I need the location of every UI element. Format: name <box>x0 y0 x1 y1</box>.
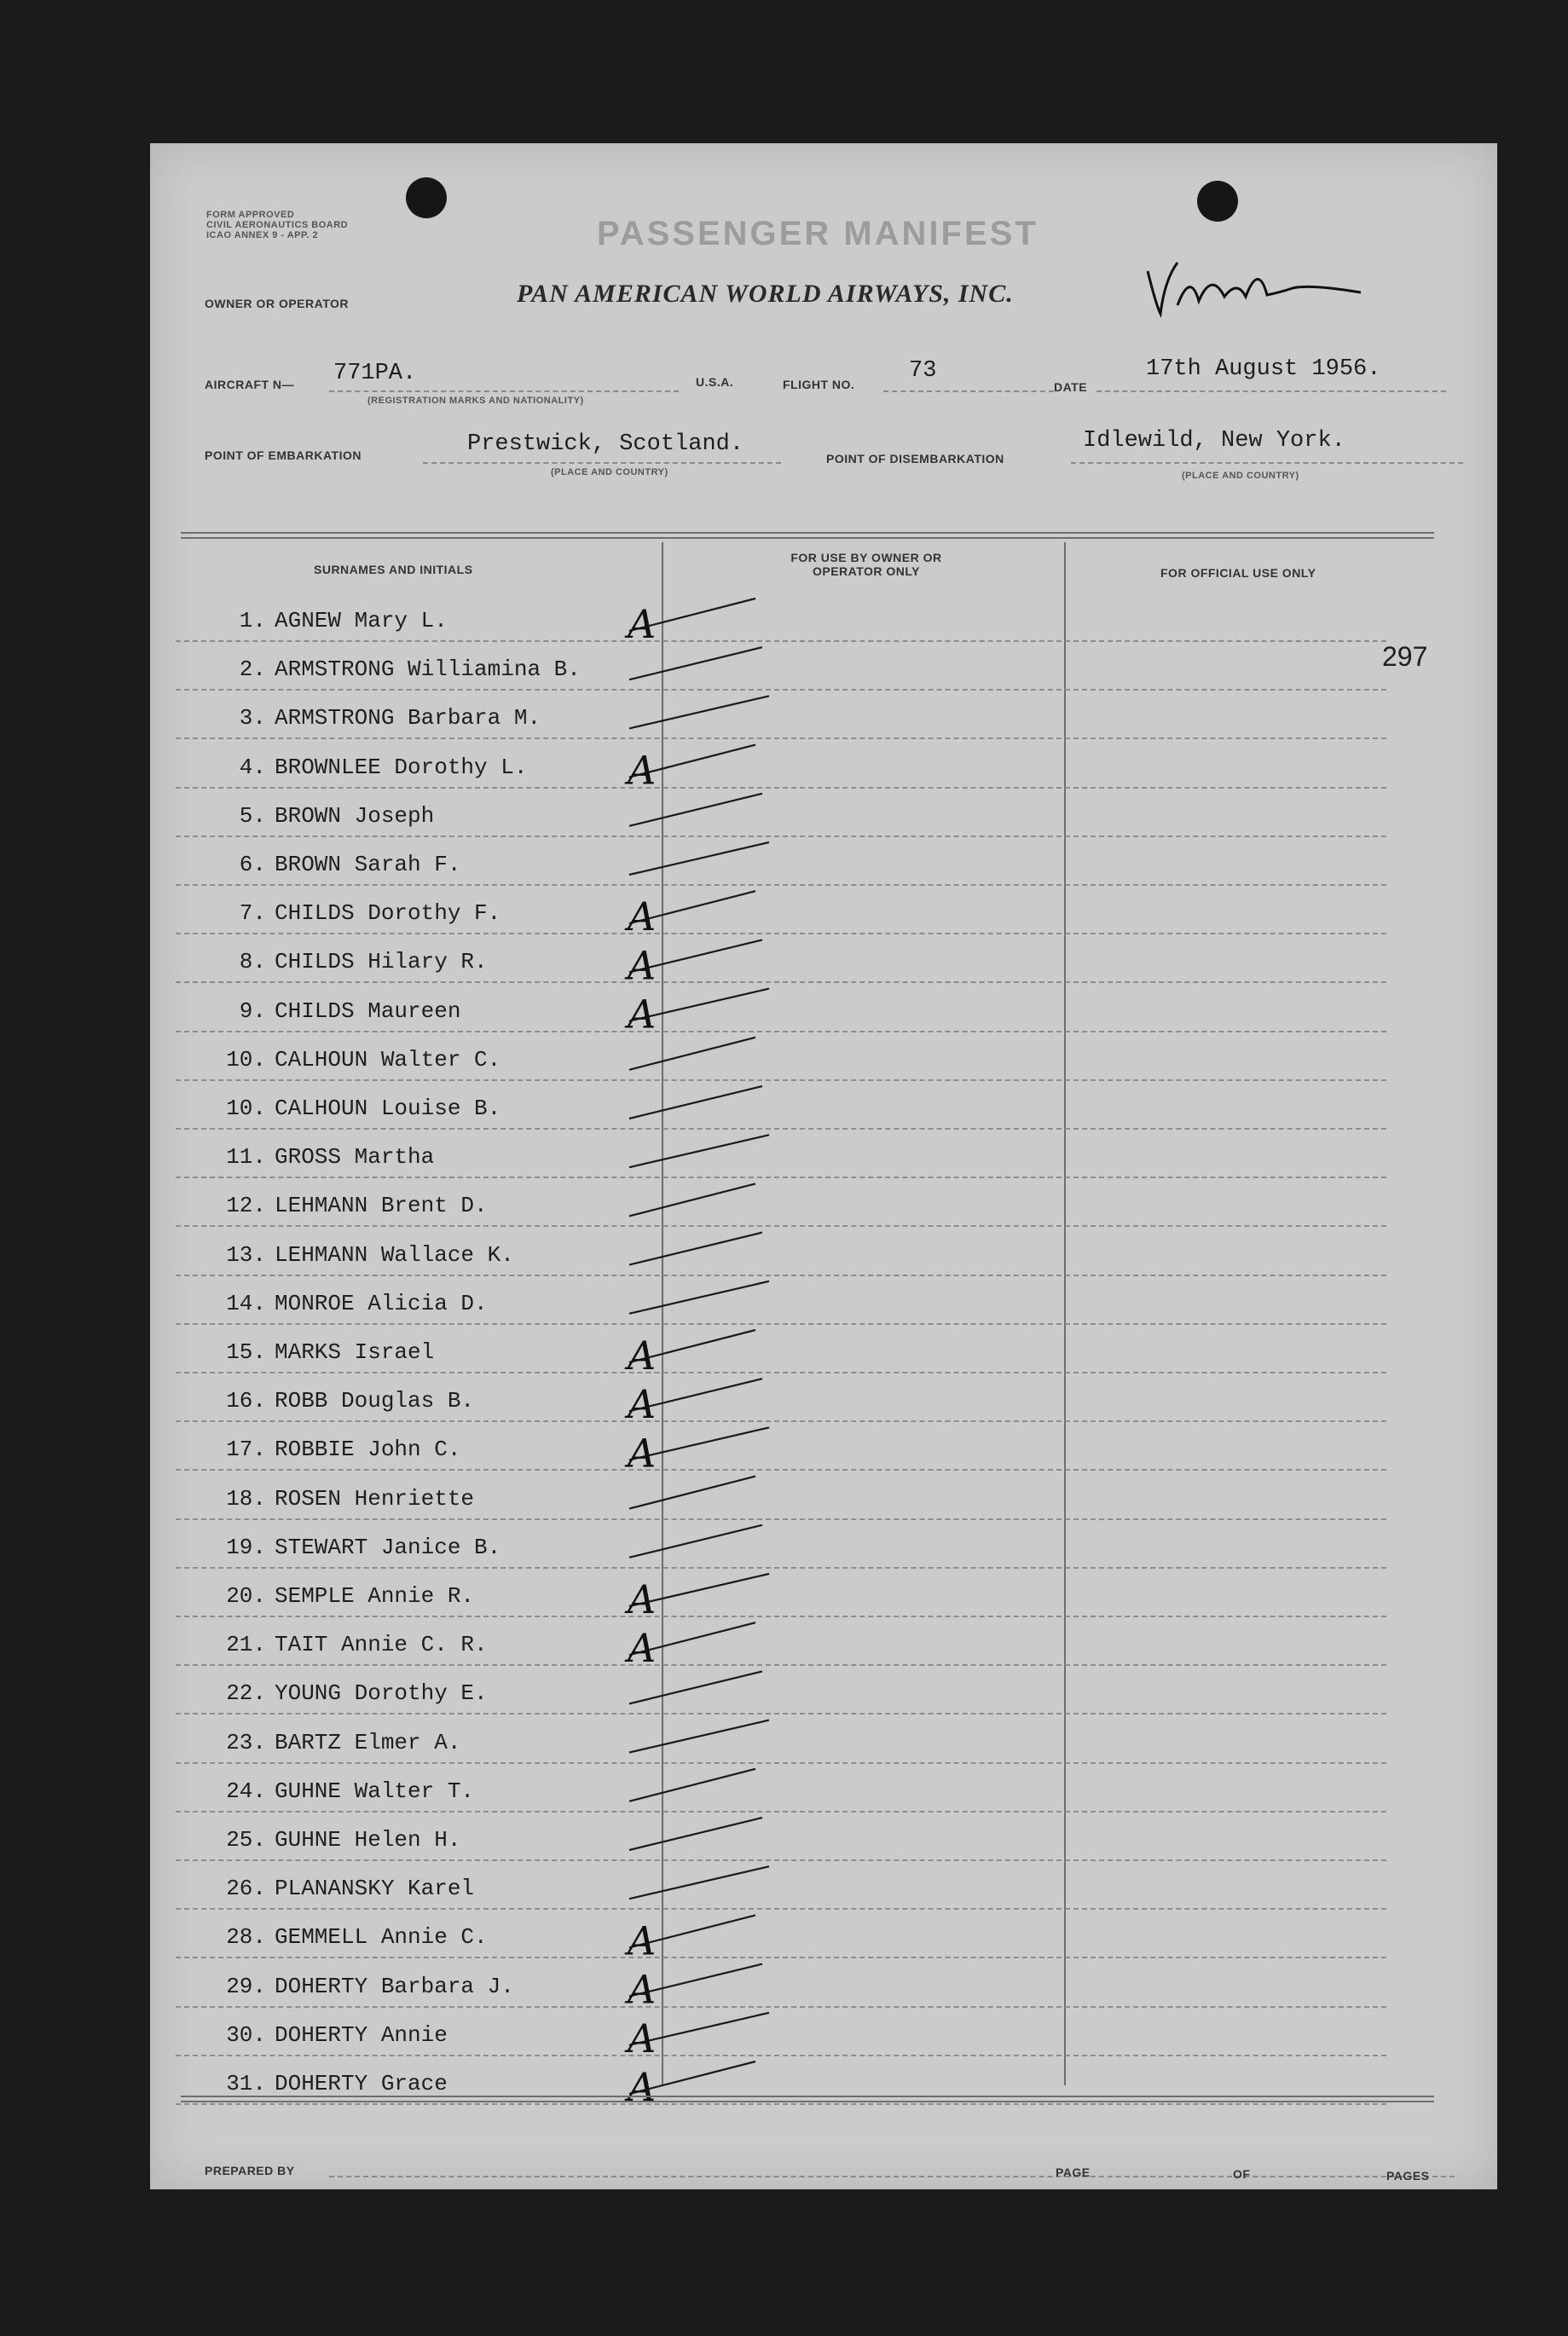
disembarkation-label: POINT OF DISEMBARKATION <box>826 452 1004 465</box>
handwritten-mark: A <box>628 1917 657 1964</box>
handwritten-mark: A <box>628 2064 657 2110</box>
check-stroke <box>629 1818 762 1850</box>
handwritten-mark: A <box>628 2015 657 2061</box>
of-label: OF <box>1233 2167 1251 2181</box>
passenger-name: CALHOUN Louise B. <box>275 1096 501 1121</box>
passenger-name: CHILDS Hilary R. <box>275 949 488 975</box>
passenger-number: 1. <box>239 608 266 633</box>
passenger-number: 7. <box>239 900 266 927</box>
page-label: PAGE <box>1056 2165 1091 2179</box>
passenger-number: 9. <box>239 997 266 1024</box>
passenger-name: GUHNE Walter T. <box>275 1778 475 1804</box>
passenger-name: ARMSTRONG Williamina B. <box>275 656 581 683</box>
passenger-number: 10. <box>226 1046 266 1073</box>
passenger-number: 10. <box>226 1096 266 1121</box>
passenger-number: 20. <box>226 1583 266 1609</box>
check-stroke <box>629 1135 769 1167</box>
owner-label: OWNER OR OPERATOR <box>205 297 349 310</box>
passenger-name: BROWN Joseph <box>275 802 435 829</box>
handwritten-mark: A <box>628 1333 657 1379</box>
date-label: DATE <box>1054 380 1088 394</box>
passenger-name: DOHERTY Annie <box>275 2021 448 2048</box>
col-owner-use: FOR USE BY OWNER OR OPERATOR ONLY <box>790 551 942 578</box>
prepared-by-label: PREPARED BY <box>205 2164 295 2177</box>
pages-label: PAGES <box>1386 2169 1430 2183</box>
approval-line-1: FORM APPROVED <box>206 210 295 220</box>
passenger-number: 21. <box>226 1632 266 1658</box>
passenger-name: LEHMANN Brent D. <box>275 1193 488 1219</box>
passenger-number: 2. <box>239 656 266 683</box>
aircraft-value: 771PA. <box>333 361 417 386</box>
flight-value: 73 <box>909 358 937 384</box>
check-stroke <box>629 1769 755 1801</box>
passenger-name: CALHOUN Walter C. <box>275 1046 501 1073</box>
passenger-name: ARMSTRONG Barbara M. <box>275 705 541 731</box>
check-stroke <box>629 1183 755 1216</box>
handwritten-mark: A <box>628 601 657 647</box>
handwritten-mark: A <box>628 1625 657 1672</box>
embarkation-value: Prestwick, Scotland. <box>467 431 744 457</box>
owner-value: PAN AMERICAN WORLD AIRWAYS, INC. <box>517 280 1014 308</box>
disembarkation-value: Idlewild, New York. <box>1083 428 1345 454</box>
passenger-name: DOHERTY Barbara J. <box>275 1973 514 1999</box>
handwritten-mark: A <box>628 991 657 1038</box>
handwritten-mark: A <box>628 942 657 989</box>
embarkation-label: POINT OF EMBARKATION <box>205 448 362 462</box>
passenger-number: 26. <box>226 1876 266 1902</box>
passenger-number: 15. <box>226 1339 266 1365</box>
passenger-number: 16. <box>226 1388 266 1414</box>
passenger-name: SEMPLE Annie R. <box>275 1583 475 1609</box>
approval-line-3: ICAO ANNEX 9 - APP. 2 <box>206 230 319 240</box>
passenger-name: ROBB Douglas B. <box>275 1388 475 1414</box>
check-stroke <box>629 1038 755 1070</box>
passenger-number: 5. <box>239 802 266 829</box>
passenger-number: 28. <box>226 1924 266 1951</box>
check-stroke <box>629 1720 769 1753</box>
passenger-name: CHILDS Dorothy F. <box>275 900 501 927</box>
official-number: 297 <box>1382 641 1428 672</box>
embarkation-sub: (PLACE AND COUNTRY) <box>551 467 668 477</box>
check-stroke <box>629 1671 762 1703</box>
passenger-number: 12. <box>226 1193 266 1219</box>
passenger-number: 13. <box>226 1241 266 1268</box>
passenger-number: 14. <box>226 1290 266 1316</box>
passenger-number: 4. <box>239 754 266 780</box>
passenger-name: MARKS Israel <box>275 1339 435 1365</box>
flight-label: FLIGHT NO. <box>783 378 855 391</box>
col-official-use: FOR OFFICIAL USE ONLY <box>1160 566 1316 580</box>
passenger-number: 18. <box>226 1485 266 1512</box>
passenger-name: ROSEN Henriette <box>275 1485 475 1512</box>
passenger-name: BROWN Sarah F. <box>275 852 461 877</box>
passenger-number: 25. <box>226 1827 266 1853</box>
passenger-name: GEMMELL Annie C. <box>275 1924 488 1951</box>
check-stroke <box>629 647 762 679</box>
check-stroke <box>629 1477 755 1509</box>
check-stroke <box>629 1525 762 1558</box>
passenger-number: 6. <box>239 852 266 877</box>
passenger-name: STEWART Janice B. <box>275 1534 501 1560</box>
passenger-name: TAIT Annie C. R. <box>275 1632 488 1658</box>
passenger-number: 30. <box>226 2021 266 2048</box>
check-stroke <box>629 1281 769 1314</box>
passenger-number: 23. <box>226 1729 266 1755</box>
passenger-name: MONROE Alicia D. <box>275 1290 488 1316</box>
check-stroke <box>629 1233 762 1265</box>
passenger-number: 17. <box>226 1437 266 1463</box>
passenger-number: 19. <box>226 1534 266 1560</box>
date-value: 17th August 1956. <box>1146 356 1381 382</box>
handwritten-mark: A <box>628 893 657 940</box>
passenger-number: 24. <box>226 1778 266 1804</box>
handwritten-mark: A <box>628 747 657 794</box>
handwritten-mark: A <box>628 1430 657 1477</box>
handwritten-mark: A <box>628 1576 657 1622</box>
passenger-number: 8. <box>239 949 266 975</box>
passenger-name: DOHERTY Grace <box>275 2071 448 2096</box>
check-stroke <box>629 842 769 875</box>
passenger-number: 11. <box>226 1144 266 1171</box>
aircraft-sub: (REGISTRATION MARKS AND NATIONALITY) <box>367 396 584 406</box>
handwritten-mark: A <box>628 1381 657 1428</box>
checkmarks-layer <box>150 143 1497 2189</box>
passenger-name: PLANANSKY Karel <box>275 1876 475 1902</box>
passenger-number: 22. <box>226 1680 266 1707</box>
check-stroke <box>629 794 762 826</box>
passenger-name: LEHMANN Wallace K. <box>275 1241 514 1268</box>
passenger-name: BROWNLEE Dorothy L. <box>275 754 528 780</box>
col-surnames: SURNAMES AND INITIALS <box>314 563 473 576</box>
passenger-name: GROSS Martha <box>275 1144 435 1171</box>
check-stroke <box>629 1086 762 1119</box>
page-title: PASSENGER MANIFEST <box>597 215 1039 252</box>
aircraft-label: AIRCRAFT N— <box>205 378 295 391</box>
manifest-page <box>150 143 1497 2189</box>
passenger-name: AGNEW Mary L. <box>275 608 448 633</box>
passenger-number: 29. <box>226 1973 266 1999</box>
usa-label: U.S.A. <box>696 375 734 389</box>
passenger-number: 31. <box>226 2071 266 2096</box>
passenger-name: YOUNG Dorothy E. <box>275 1680 488 1707</box>
passenger-number: 3. <box>239 705 266 731</box>
check-stroke <box>629 1866 769 1899</box>
handwritten-mark: A <box>628 1966 657 2013</box>
passenger-name: BARTZ Elmer A. <box>275 1729 461 1755</box>
disembarkation-sub: (PLACE AND COUNTRY) <box>1182 471 1299 481</box>
passenger-name: ROBBIE John C. <box>275 1437 461 1463</box>
check-stroke <box>629 696 769 728</box>
passenger-name: CHILDS Maureen <box>275 997 461 1024</box>
passenger-name: GUHNE Helen H. <box>275 1827 461 1853</box>
approval-line-2: CIVIL AERONAUTICS BOARD <box>206 220 349 230</box>
